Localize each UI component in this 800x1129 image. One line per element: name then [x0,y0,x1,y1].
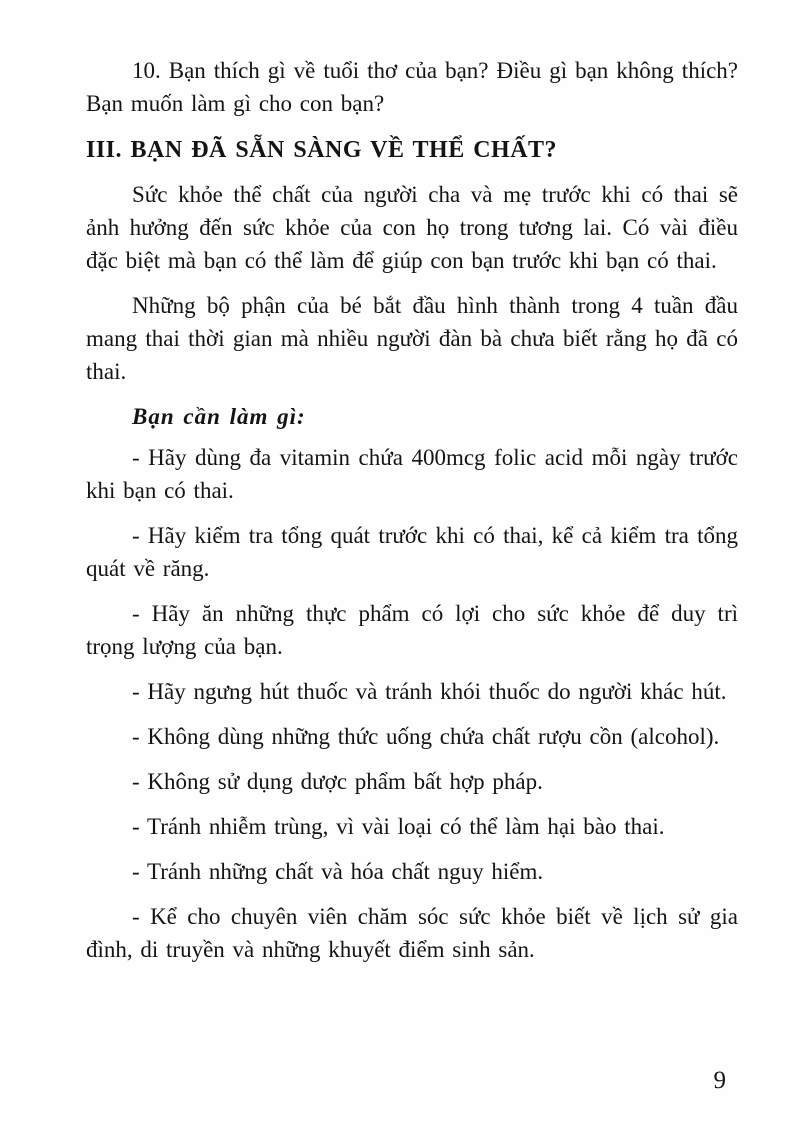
subheading-what-to-do: Bạn cần làm gì: [132,404,306,429]
page-number: 9 [713,1067,726,1094]
list-item-vitamin: - Hãy dùng đa vitamin chứa 400mcg folic acid mỗi ngày trước khi bạn có thai. [86,445,738,503]
list-item-checkup: - Hãy kiểm tra tổng quát trước khi có thai, kể cả kiểm tra tổng quát về răng. [86,523,738,581]
paragraph-health-intro: Sức khỏe thể chất của người cha và mẹ trước khi có thai sẽ ảnh hưởng đến sức khỏe của con họ trong tương lai. Có vài điều đặc biệt mà bạn có thể làm để giúp con bạn trước khi bạn có thai. [86,182,738,273]
paragraph-baby-formation: Những bộ phận của bé bắt đầu hình thành trong 4 tuần đầu mang thai thời gian mà nhiều người đàn bà chưa biết rằng họ đã có thai. [86,293,738,384]
list-item-chemicals: - Tránh những chất và hóa chất nguy hiểm. [132,859,544,884]
list-item-infection: - Tránh nhiễm trùng, vì vài loại có thể làm hại bào thai. [132,814,665,839]
list-item-smoking: - Hãy ngưng hút thuốc và tránh khói thuốc do người khác hút. [132,679,727,704]
list-item-drugs: - Không sử dụng dược phẩm bất hợp pháp. [132,769,543,794]
list-item-food: - Hãy ăn những thực phẩm có lợi cho sức khỏe để duy trì trọng lượng của bạn. [86,601,738,659]
paragraph-question-10: 10. Bạn thích gì về tuổi thơ của bạn? Điều gì bạn không thích? Bạn muốn làm gì cho con bạn? [86,58,738,116]
list-item-family-history: - Kể cho chuyên viên chăm sóc sức khỏe biết về lịch sử gia đình, di truyền và những khuyết điểm sinh sản. [86,904,738,962]
section-heading: III. BẠN ĐÃ SẴN SÀNG VỀ THỂ CHẤT? [86,137,558,163]
list-item-alcohol: - Không dùng những thức uống chứa chất rượu cồn (alcohol). [132,724,720,749]
